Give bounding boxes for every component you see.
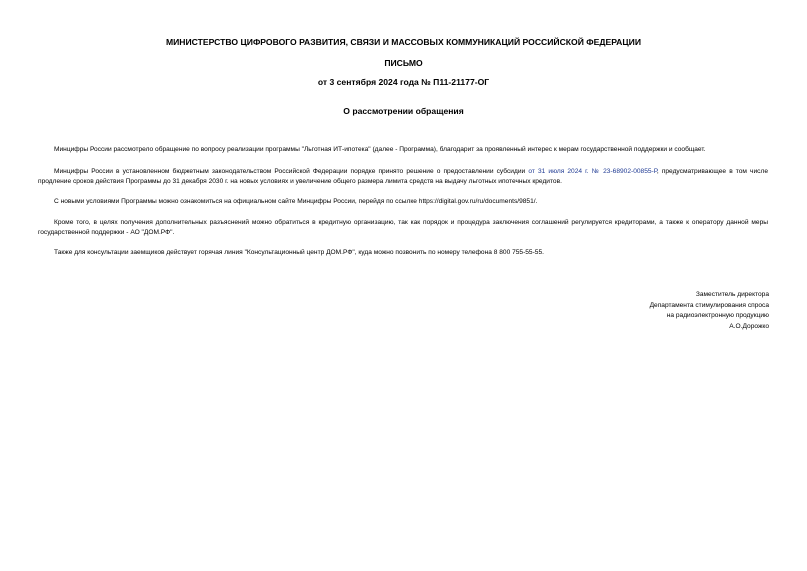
paragraph-2-text-end: , предусматривающее в том числе продление сроков действия Программы до 31 декабря 2030 г. на новых условиях и увеличение общего размера лимита средств на выдачу льготных ипотечных кредитов. [38,168,768,185]
document-type: ПИСЬМО [384,58,423,68]
signatory-position: Заместитель директора [695,291,769,298]
ministry-name: МИНИСТЕРСТВО ЦИФРОВОГО РАЗВИТИЯ, СВЯЗИ И МАССОВЫХ КОММУНИКАЦИЙ РОССИЙСКОЙ ФЕДЕРАЦИИ [165,37,642,47]
signatory-name: А.О.Дорожко [729,322,769,330]
signatory-department-cont: на радиоэлектронную продукцию [666,312,769,319]
paragraph-2 [38,167,768,186]
paragraph-2-text-start: Минцифры России в установленном бюджетным законодательством Российской Федерации порядке принято решение о предоставлении субсидии [54,168,529,175]
paragraph-5: Также для консультации заемщиков действует горячая линия "Консультационный центр ДОМ.РФ", куда можно позвонить по номеру телефона 8 800 755-55-55. [54,249,544,256]
paragraph-4: Кроме того, в целях получения дополнительных разъяснений можно обратиться в кредитную организацию, так как порядок и процедура заключения соглашений регулируется кредиторами, а также к оператору данной меры государственной поддержки - АО "ДОМ.РФ". [38,219,768,236]
document-subject: О рассмотрении обращения [343,106,464,116]
signatory-department: Департамента стимулирования спроса [649,301,769,309]
document-date-number: от 3 сентября 2024 года № П11-21177-ОГ [317,77,490,87]
paragraph-1: Минцифры России рассмотрело обращение по вопросу реализации программы "Льготная ИТ-ипотека" (далее - Программа), благодарит за проявленный интерес к мерам государственной поддержки и сообщает. [54,146,706,153]
paragraph-3: С новыми условиями Программы можно ознакомиться на официальном сайте Минцифры России, перейдя по ссылке https://digital.gov.ru/ru/documents/9851/. [54,198,538,205]
subsidy-agreement-link[interactable]: от 31 июля 2024 г. № 23-68902-00855-Р [528,168,657,175]
